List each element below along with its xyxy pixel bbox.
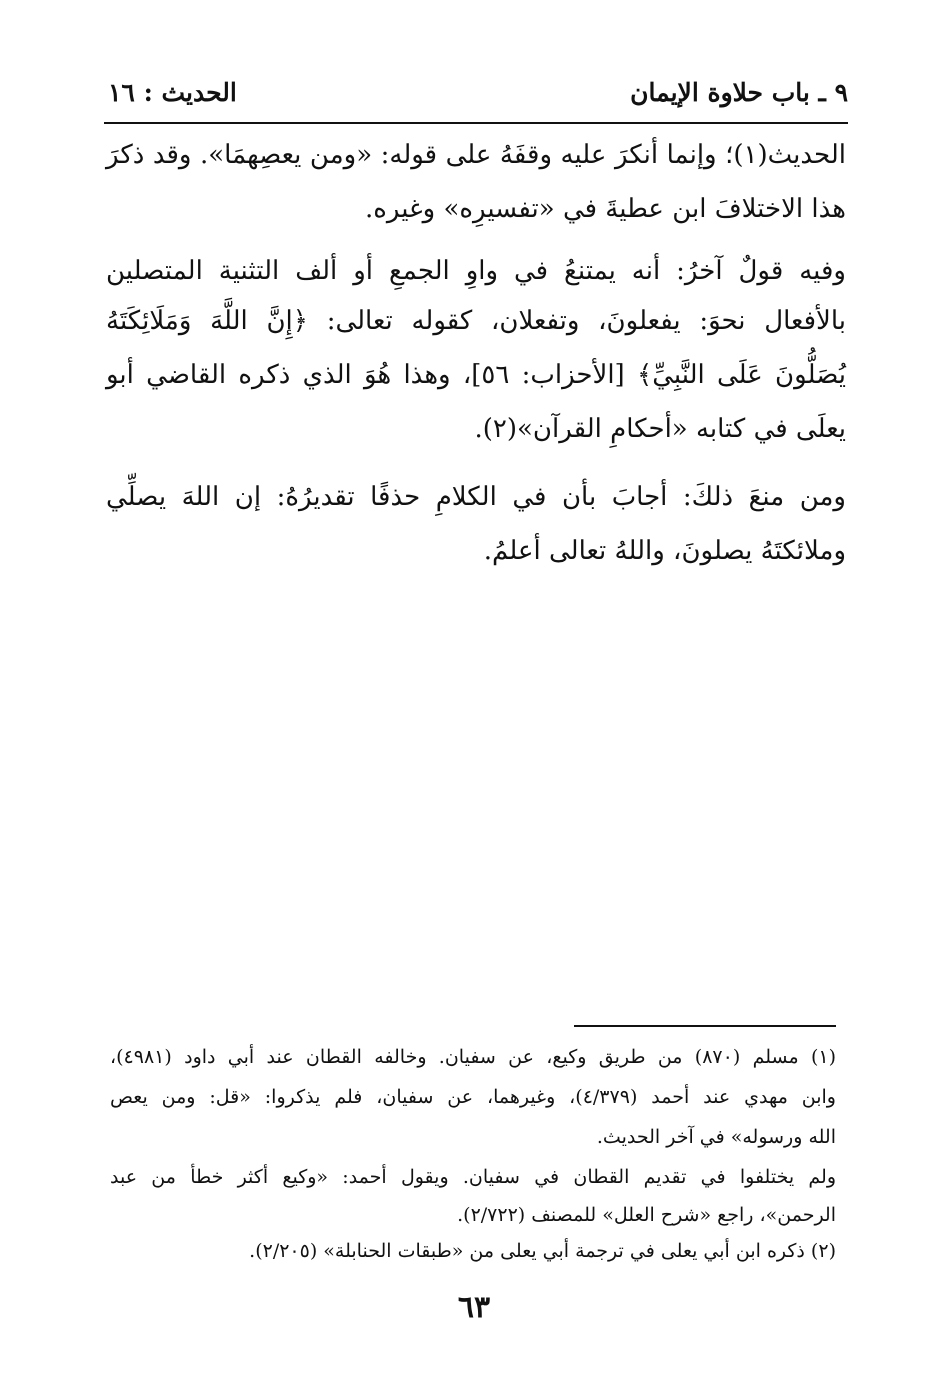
body-line-7: ومن منعَ ذلكَ: أجابَ بأن في الكلامِ حذفًا تقديرُهُ: إن اللهَ يصلِّي	[106, 482, 846, 512]
page-number: ٦٣	[457, 1290, 491, 1325]
body-line-3: وفيه قولٌ آخرُ: أنه يمتنعُ في واوِ الجمعِ أو ألف التثنية المتصلين	[106, 256, 846, 286]
footnote-line-3: الله ورسوله» في آخر الحديث.	[596, 1126, 836, 1148]
footnote-line-4: ولم يختلفوا في تقديم القطان في سفيان. ويقول أحمد: «وكيع أكثر خطأ من عبد	[110, 1166, 836, 1188]
body-line-5: يُصَلُّونَ عَلَى النَّبِيِّ﴾ [الأحزاب: ٥٦]، وهذا هُوَ الذي ذكره القاضي أبو	[106, 360, 846, 390]
footnote-line-1: (١) مسلم (٨٧٠) من طريق وكيع، عن سفيان. وخالفه القطان عند أبي داود (٤٩٨١)،	[110, 1046, 837, 1068]
footnote-line-2: وابن مهدي عند أحمد (٤/٣٧٩)، وغيرهما، عن سفيان، فلم يذكروا: «قل: ومن يعص	[110, 1086, 836, 1108]
hadith-number: الحديث : ١٦	[108, 78, 237, 107]
body-line-2: هذا الاختلافَ ابن عطيةَ في «تفسيرِه» وغيره.	[364, 194, 846, 224]
body-line-6: يعلَى في كتابه «أحكامِ القرآن»(٢).	[474, 414, 846, 444]
footnote-line-6: (٢) ذكره ابن أبي يعلى في ترجمة أبي يعلى من «طبقات الحنابلة» (٢/٢٠٥).	[249, 1240, 836, 1262]
footnote-line-5: الرحمن»، راجع «شرح العلل» للمصنف (٢/٧٢٢).	[457, 1204, 836, 1226]
footnote-divider	[574, 1025, 836, 1027]
header-divider	[104, 122, 848, 124]
running-header	[108, 78, 848, 112]
body-line-1: الحديث(١)؛ وإنما أنكرَ عليه وقفَهُ على قوله: «ومن يعصِهمَا». وقد ذكرَ	[106, 140, 846, 170]
chapter-title: ٩ ـ باب حلاوة الإيمان	[630, 78, 848, 107]
body-line-4: بالأفعال نحوَ: يفعلونَ، وتفعلان، كقوله تعالى: ﴿إِنَّ اللَّهَ وَمَلَائِكَتَهُ	[106, 306, 846, 336]
body-line-8: وملائكتَهُ يصلونَ، واللهُ تعالى أعلمُ.	[483, 536, 846, 566]
